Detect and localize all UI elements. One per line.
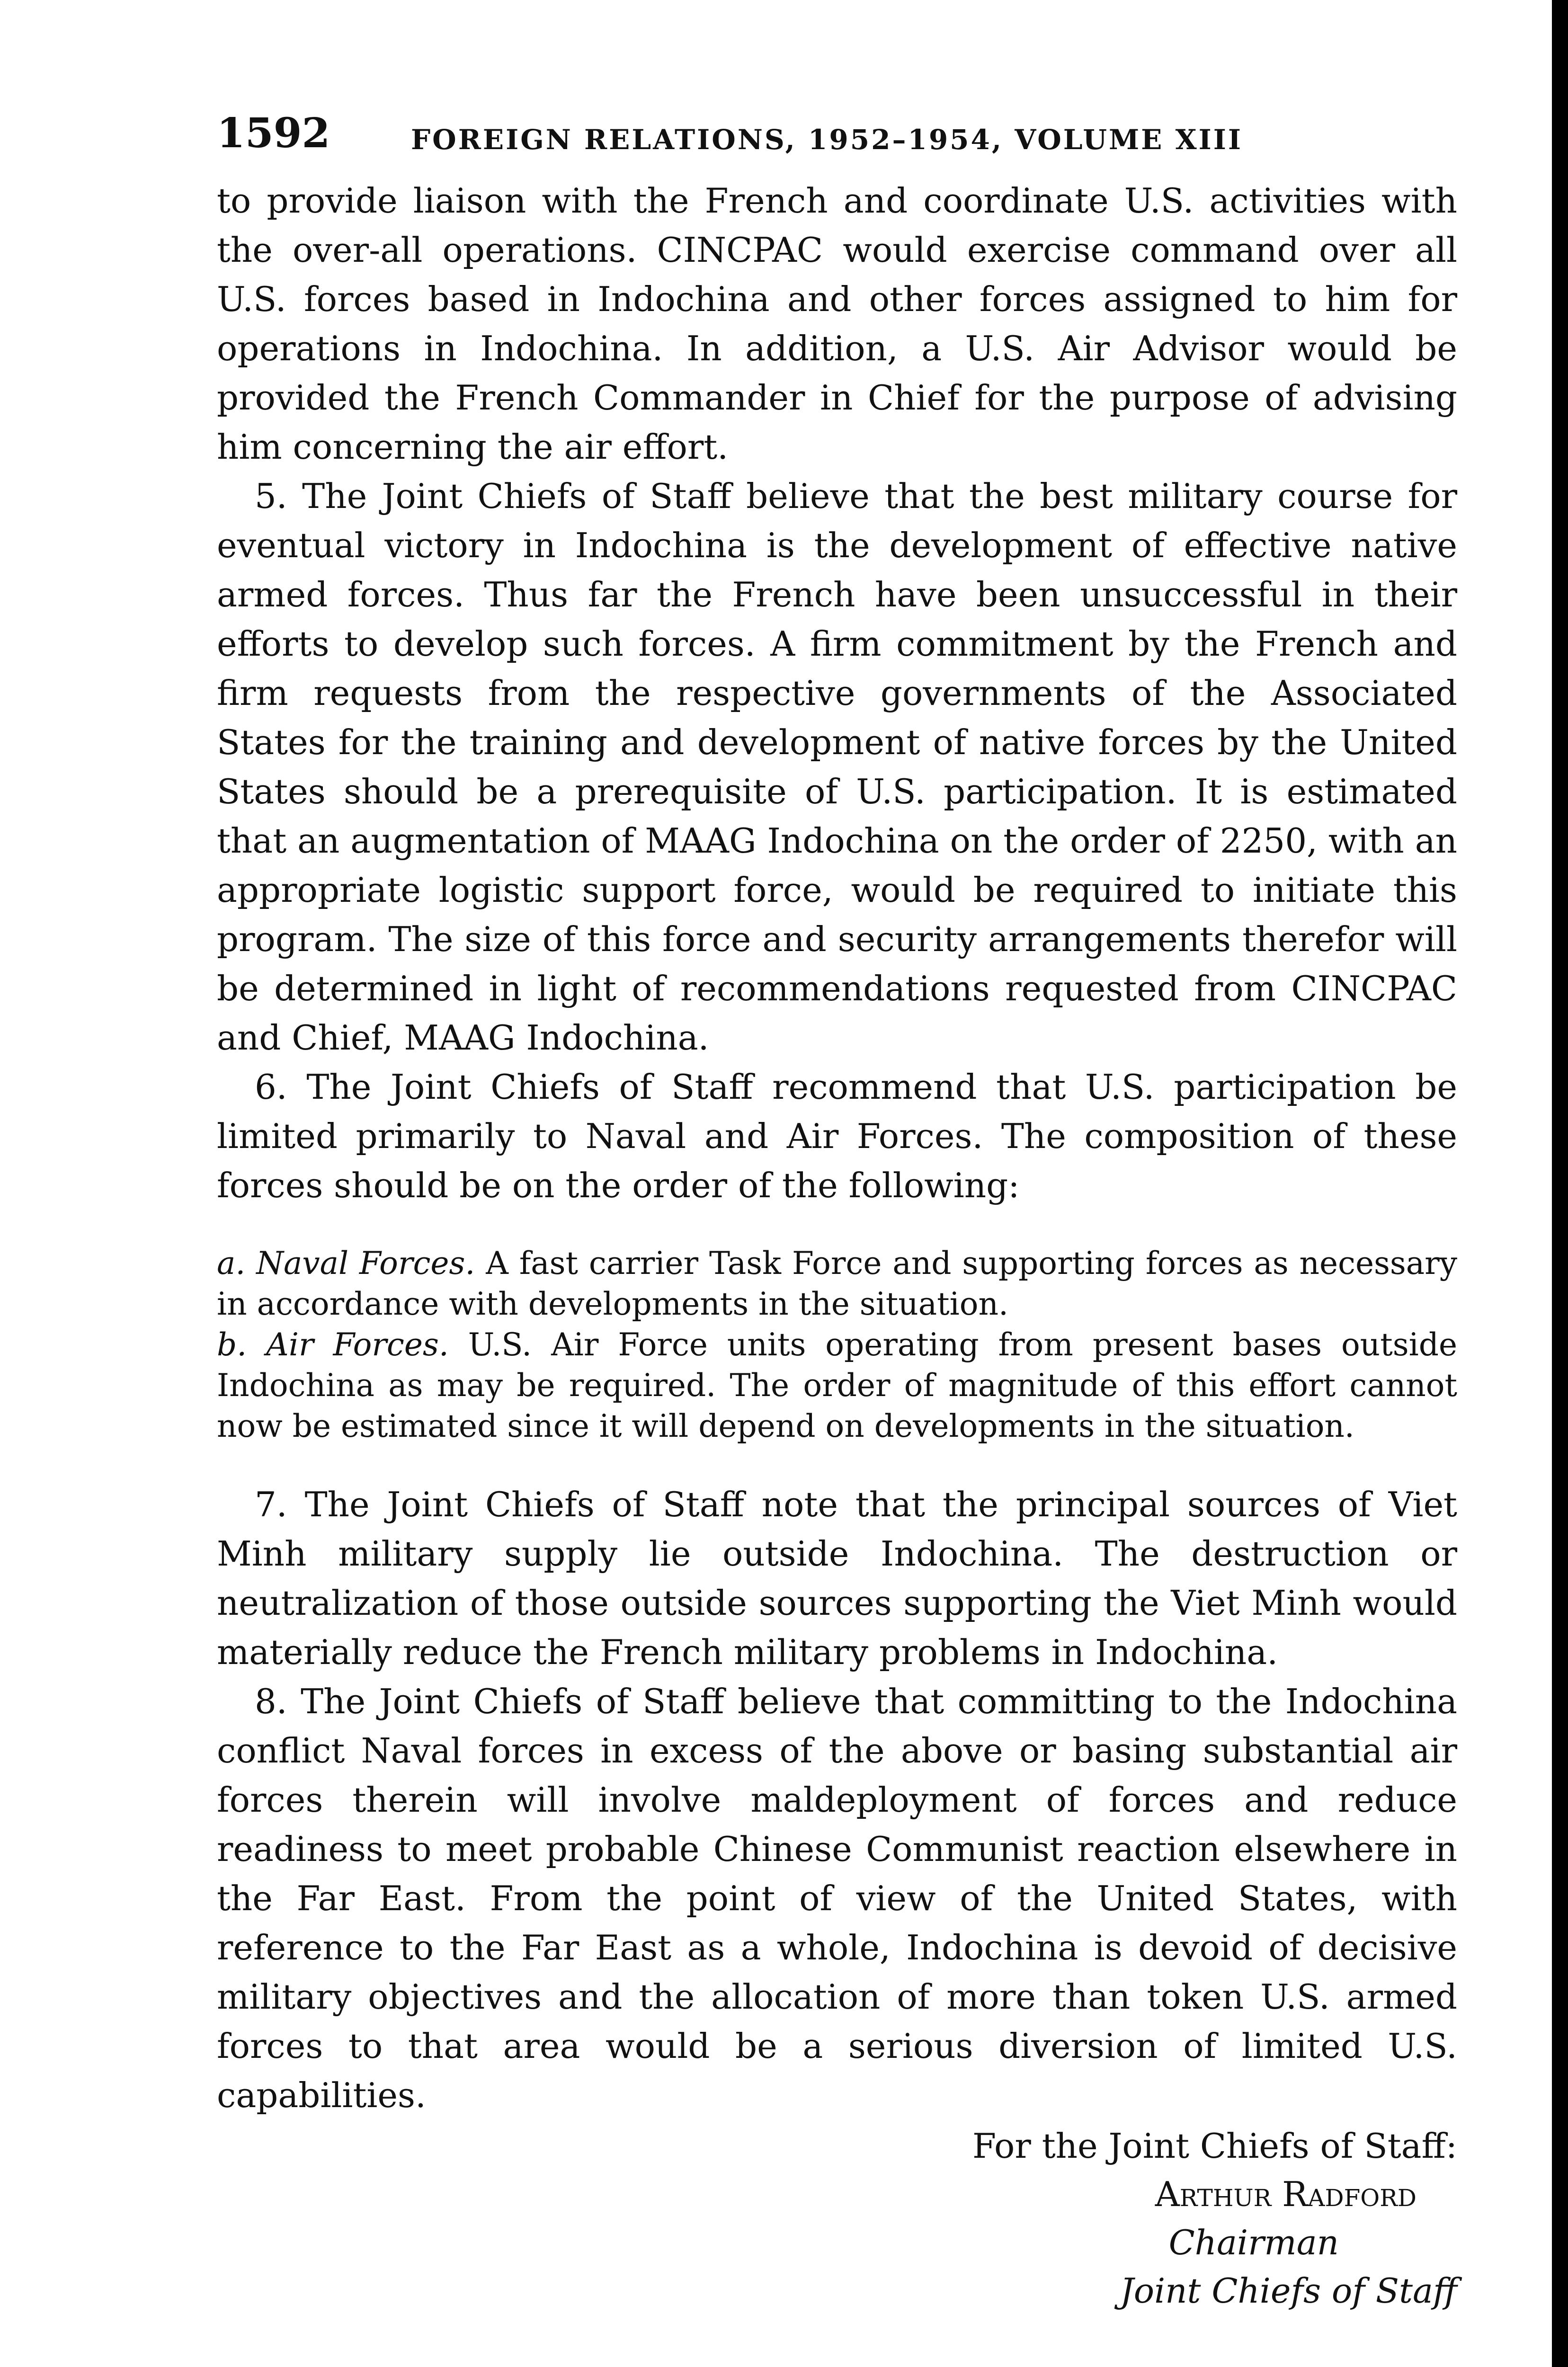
body-text-closing <box>217 1480 1457 2120</box>
subsection-label: b. Air Forces. <box>217 1326 449 1363</box>
subsection-naval-forces <box>217 1243 1457 1325</box>
subsection-label: a. Naval Forces. <box>217 1245 475 1281</box>
paragraph-continuation: to provide liaison with the French and coordinate U.S. activities with the over-all operations. CINCPAC would exercise command over all U.S. forces based in Indochina and other forces assigned to him for operations in Indochina. In addition, a U.S. Air Advisor would be provided the French Commander in Chief for the purpose of advising him concerning the air effort. <box>217 181 1457 467</box>
scan-edge-shadow <box>1552 0 1568 2367</box>
force-composition-list <box>217 1243 1457 1447</box>
signatory-title: Chairman <box>1168 2223 1339 2262</box>
running-head <box>217 100 1457 176</box>
subsection-text: A fast carrier Task Force and supporting forces as necessary in accordance with developments in the situation. <box>217 1245 1457 1322</box>
document-page <box>217 100 1457 2315</box>
subsection-air-forces <box>217 1325 1457 1447</box>
paragraph-7: 7. The Joint Chiefs of Staff note that the principal sources of Viet Minh military supply lie outside Indochina. The destruction or neutralization of those outside sources supporting the Viet Minh would materially reduce the French military problems in Indochina. <box>217 1485 1457 1672</box>
signatory-organization: Joint Chiefs of Staff <box>1120 2271 1457 2311</box>
running-title: FOREIGN RELATIONS, 1952–1954, VOLUME XIII <box>411 124 1243 156</box>
subsection-text: U.S. Air Force units operating from present bases outside Indochina as may be required. The order of magnitude of this effort cannot now be estimated since it will depend on developments in the situation. <box>217 1326 1457 1444</box>
signature-block <box>217 2122 1457 2315</box>
signatory-name: Arthur Radford <box>1155 2174 1417 2214</box>
page-number: 1592 <box>217 109 330 157</box>
paragraph-5: 5. The Joint Chiefs of Staff believe that the best military course for eventual victory in Indochina is the development of effective native armed forces. Thus far the French have been unsuccessful in their efforts to develop such forces. A firm commitment by the French and firm requests from the respective governments of the Associated States for the training and development of native forces by the United States should be a prerequisite of U.S. participation. It is estimated that an augmentation of MAAG Indochina on the order of 2250, with an appropriate logistic support force, would be required to initiate this program. The size of this force and security arrangements therefor will be determined in light of recommendations requested from CINCPAC and Chief, MAAG Indochina. <box>217 476 1457 1058</box>
body-text <box>217 176 1457 1210</box>
signature-for-line: For the Joint Chiefs of Staff: <box>972 2126 1457 2166</box>
paragraph-6: 6. The Joint Chiefs of Staff recommend that U.S. participation be limited primarily to Naval and Air Forces. The composition of these forces should be on the order of the following: <box>217 1067 1457 1205</box>
paragraph-8: 8. The Joint Chiefs of Staff believe that committing to the Indochina conflict Naval forces in excess of the above or basing substantial air forces therein will involve maldeployment of forces and reduce readiness to meet probable Chinese Communist reaction elsewhere in the Far East. From the point of view of the United States, with reference to the Far East as a whole, Indochina is devoid of decisive military objectives and the allocation of more than token U.S. armed forces to that area would be a serious diversion of limited U.S. capabilities. <box>217 1682 1457 2115</box>
